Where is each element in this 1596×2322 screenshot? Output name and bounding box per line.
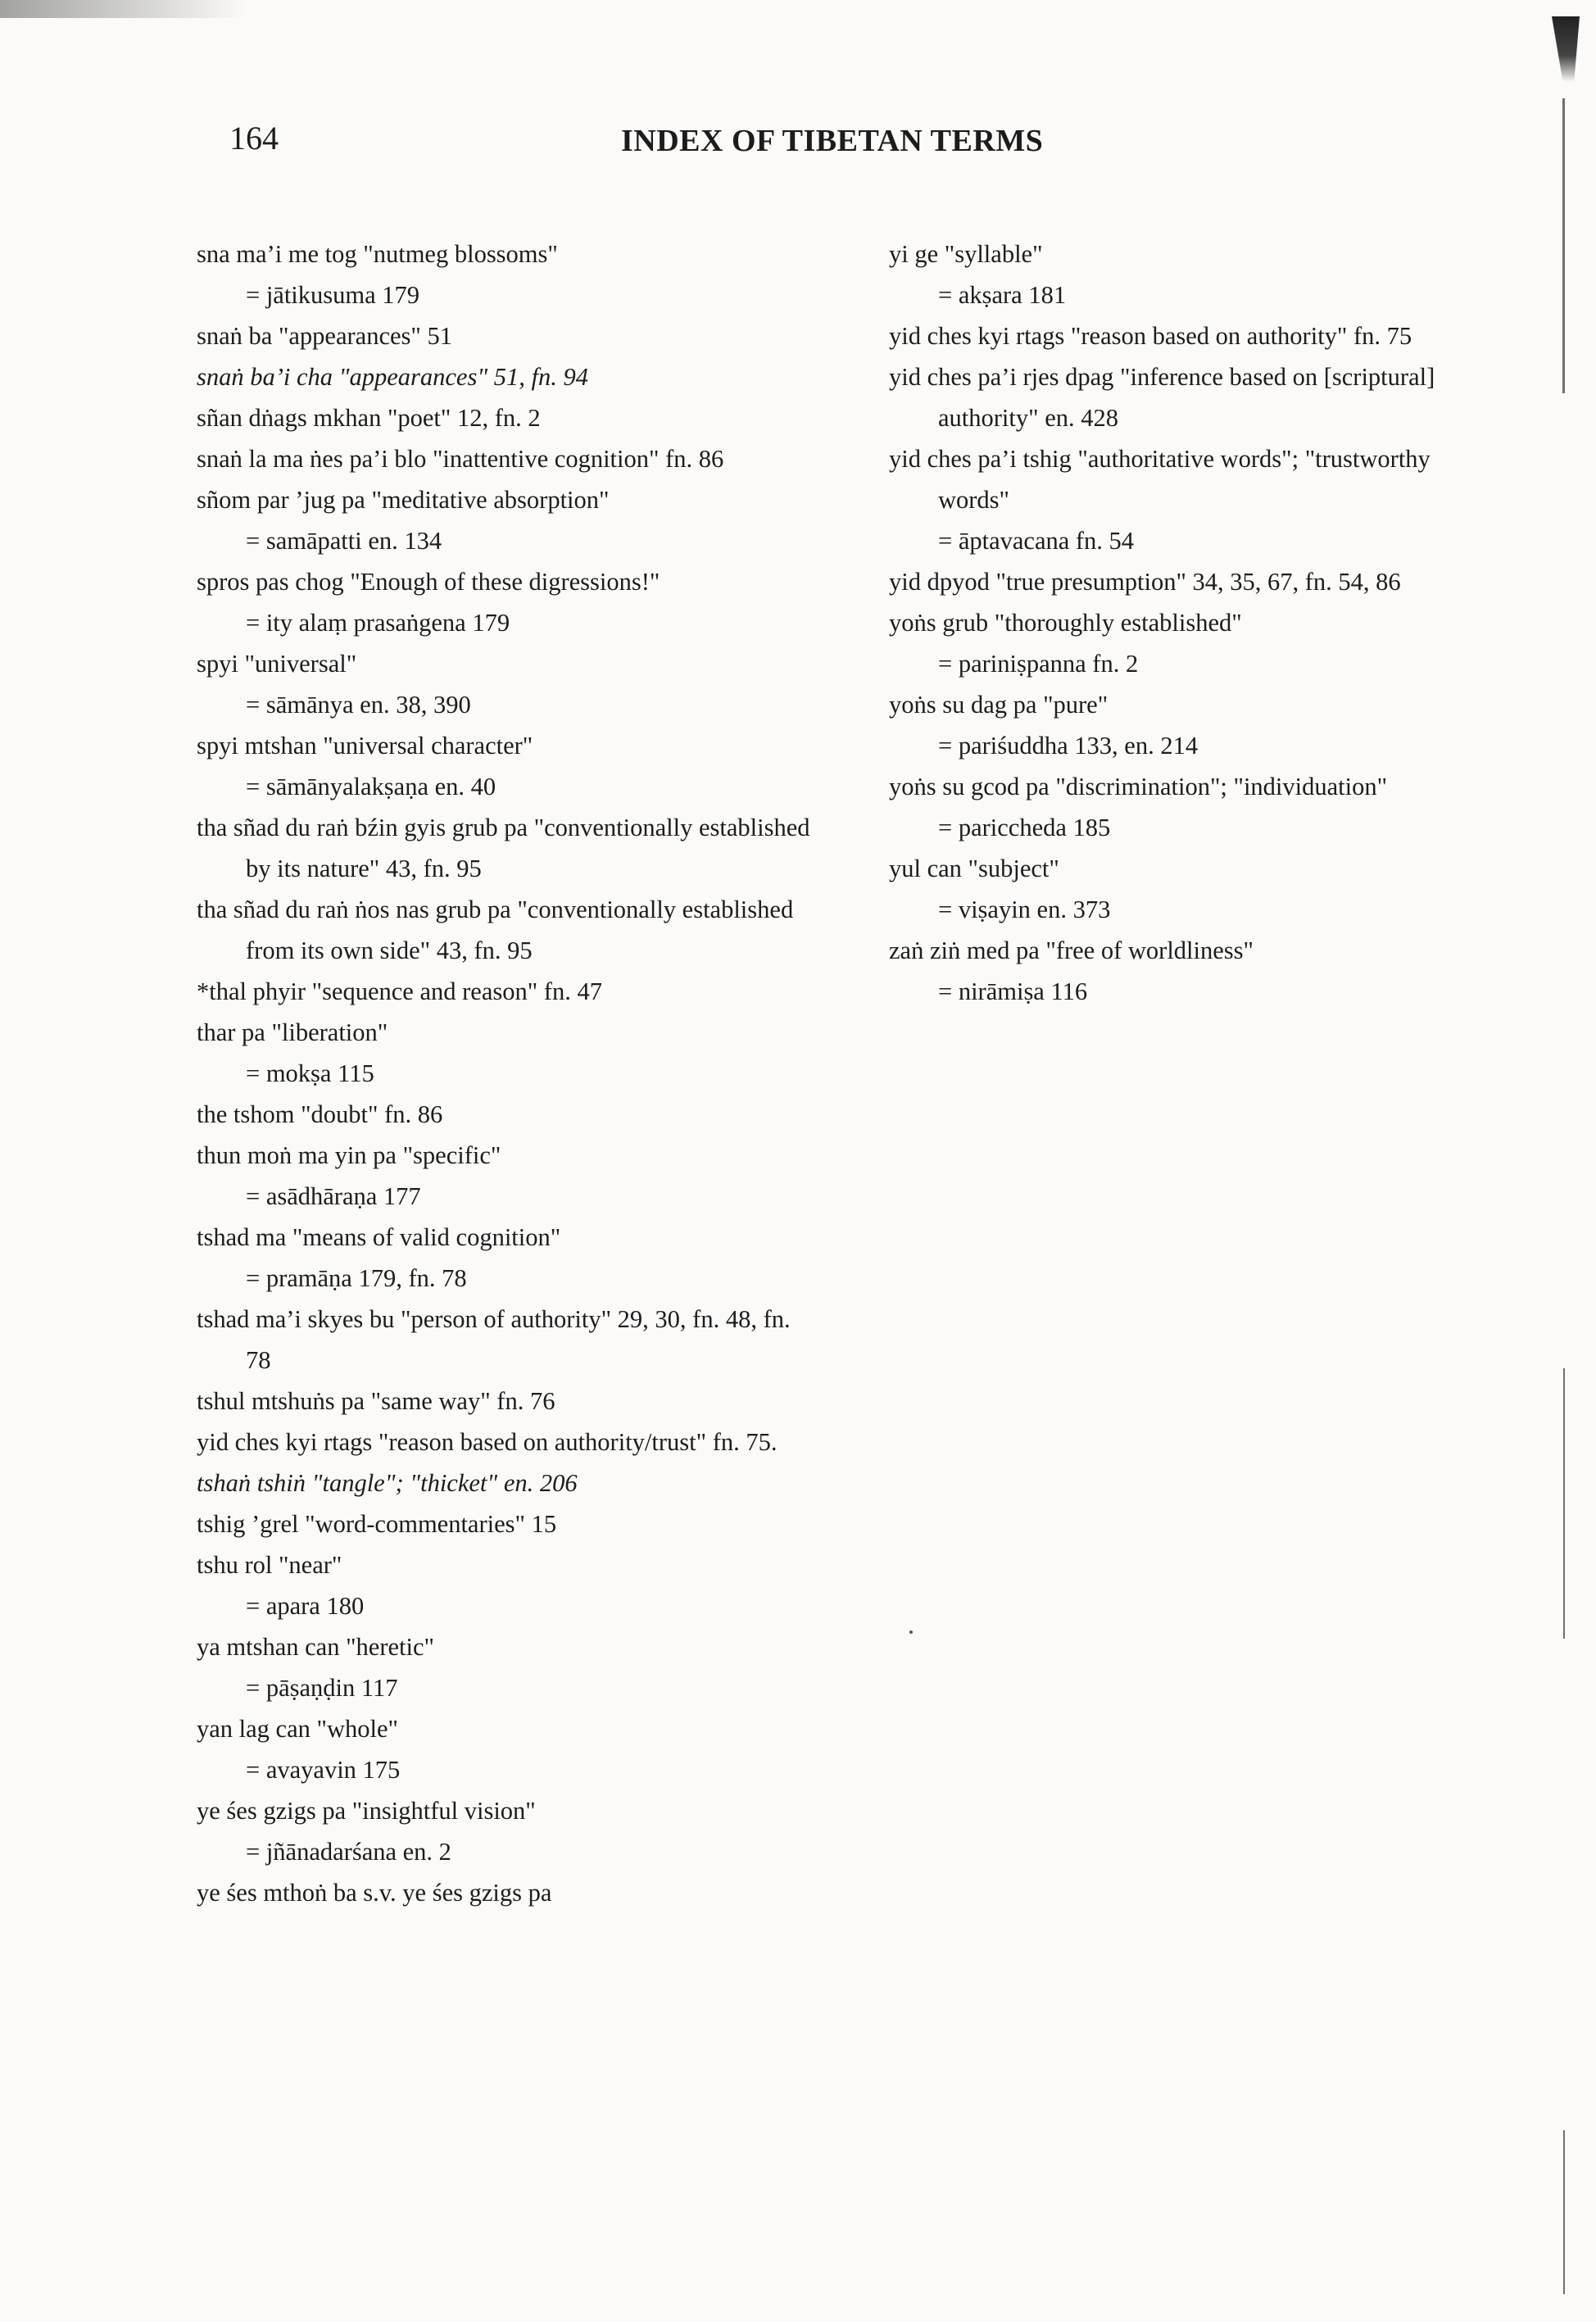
entry-sanskrit: = viṣayin en. 373: [938, 896, 1111, 923]
index-entry: [197, 1012, 819, 1094]
entry-term: yi ge "syllable": [889, 240, 1043, 268]
index-entry: [197, 1299, 819, 1381]
index-entry: [197, 1422, 819, 1463]
entry-term: ye śes mthoṅ ba s.v. ye śes gzigs pa: [197, 1879, 552, 1907]
entry-sanskrit: = avayavin 175: [246, 1756, 401, 1784]
index-entry: [197, 1381, 819, 1422]
index-entry: [889, 766, 1479, 848]
index-entry: [197, 479, 819, 561]
entry-term: ya mtshan can "heretic": [197, 1633, 434, 1661]
entry-sanskrit: = pariccheda 185: [938, 814, 1111, 841]
binding-line: [1563, 1368, 1565, 1639]
index-entry: [889, 684, 1479, 766]
entry-sanskrit: = samāpatti en. 134: [246, 527, 442, 555]
index-entry: [889, 438, 1479, 561]
entry-term: thar pa "liberation": [197, 1018, 388, 1046]
entry-term: ye śes gzigs pa "insightful vision": [197, 1797, 536, 1825]
entry-term: tha sñad du raṅ bźin gyis grub pa "conventionally established by its nature" 43, fn. 95: [197, 814, 810, 882]
entry-term: thun moṅ ma yin pa "specific": [197, 1141, 501, 1169]
entry-term: sñan dṅags mkhan "poet" 12, fn. 2: [197, 404, 541, 432]
running-head: INDEX OF TIBETAN TERMS: [621, 124, 1044, 158]
index-entry: [197, 1872, 819, 1913]
index-entry: [197, 1463, 819, 1503]
entry-term: yan lag can "whole": [197, 1715, 398, 1743]
index-entry: [197, 356, 819, 397]
entry-term: yid ches pa’i tshig "authoritative words"; "trustworthy words": [889, 445, 1431, 514]
entry-term: yid ches kyi rtags "reason based on authority/trust" fn. 75.: [197, 1428, 778, 1456]
entry-term: spyi mtshan "universal character": [197, 732, 533, 760]
index-entry: [889, 602, 1479, 684]
index-entry: [197, 397, 819, 438]
binding-line: [1563, 2130, 1565, 2294]
entry-sanskrit: = jñānadarśana en. 2: [246, 1838, 451, 1866]
index-entry: [197, 1708, 819, 1790]
entry-term: tshad ma’i skyes bu "person of authority" 29, 30, fn. 48, fn. 78: [197, 1305, 791, 1374]
index-entry: [197, 889, 819, 971]
entry-sanskrit: = asādhāraṇa 177: [246, 1182, 421, 1210]
index-entry: [197, 807, 819, 889]
speck: [909, 1630, 913, 1634]
entry-term: tha sñad du raṅ ṅos nas grub pa "conventionally established from its own side" 43, fn. 95: [197, 896, 794, 964]
index-column-left: [197, 234, 819, 1913]
index-entry: [889, 356, 1479, 438]
entry-sanskrit: = jātikusuma 179: [246, 281, 420, 309]
entry-sanskrit: = sāmānya en. 38, 390: [246, 691, 471, 719]
binding-shadow: [1552, 16, 1580, 82]
index-entry: [197, 1626, 819, 1708]
entry-sanskrit: = mokṣa 115: [246, 1059, 374, 1087]
entry-sanskrit: = apara 180: [246, 1592, 365, 1620]
entry-sanskrit: = sāmānyalakṣaṇa en. 40: [246, 773, 496, 800]
scan-edge-shadow: [0, 0, 246, 18]
entry-term: tshig ’grel "word-commentaries" 15: [197, 1510, 557, 1538]
index-entry: [889, 315, 1479, 356]
index-entry: [197, 725, 819, 807]
entry-term: spros pas chog "Enough of these digressions!": [197, 568, 660, 596]
entry-sanskrit: = āptavacana fn. 54: [938, 527, 1135, 555]
index-entry: [889, 930, 1479, 1012]
entry-term: snaṅ ba "appearances" 51: [197, 322, 452, 350]
entry-sanskrit: = nirāmiṣa 116: [938, 977, 1088, 1005]
entry-term: yid dpyod "true presumption" 34, 35, 67, fn. 54, 86: [889, 568, 1401, 596]
entry-term: yid ches kyi rtags "reason based on authority" fn. 75: [889, 322, 1412, 350]
index-entry: [197, 643, 819, 725]
entry-term: tshul mtshuṅs pa "same way" fn. 76: [197, 1387, 555, 1415]
entry-term: sñom par ’jug pa "meditative absorption": [197, 486, 610, 514]
entry-term: yoṅs grub "thoroughly established": [889, 609, 1242, 637]
index-entry: [197, 234, 819, 315]
entry-term: yoṅs su gcod pa "discrimination"; "individuation": [889, 773, 1388, 800]
entry-term: tshu rol "near": [197, 1551, 342, 1579]
index-column-right: [889, 234, 1479, 1012]
entry-term: yoṅs su dag pa "pure": [889, 691, 1109, 719]
entry-term: snaṅ ba’i cha "appearances" 51, fn. 94: [197, 363, 588, 391]
index-entry: [889, 234, 1479, 315]
entry-term: the tshom "doubt" fn. 86: [197, 1100, 443, 1128]
entry-term: yul can "subject": [889, 855, 1059, 882]
index-entry: [889, 848, 1479, 930]
entry-sanskrit: = pāṣaṇḍin 117: [246, 1674, 398, 1702]
index-entry: [197, 971, 819, 1012]
entry-term: *thal phyir "sequence and reason" fn. 47: [197, 977, 602, 1005]
entry-term: snaṅ la ma ṅes pa’i blo "inattentive cognition" fn. 86: [197, 445, 724, 473]
index-entry: [889, 561, 1479, 602]
index-entry: [197, 561, 819, 643]
index-entry: [197, 1094, 819, 1135]
entry-term: spyi "universal": [197, 650, 357, 678]
index-entry: [197, 1503, 819, 1544]
index-entry: [197, 315, 819, 356]
entry-sanskrit: = akṣara 181: [938, 281, 1067, 309]
entry-sanskrit: = pariśuddha 133, en. 214: [938, 732, 1199, 760]
index-entry: [197, 1217, 819, 1299]
binding-line: [1562, 98, 1565, 393]
index-entry: [197, 1135, 819, 1217]
entry-term: tshad ma "means of valid cognition": [197, 1223, 561, 1251]
entry-sanskrit: = pariniṣpanna fn. 2: [938, 650, 1139, 678]
entry-sanskrit: = pramāṇa 179, fn. 78: [246, 1264, 467, 1292]
entry-term: tshaṅ tshiṅ "tangle"; "thicket" en. 206: [197, 1469, 578, 1497]
entry-term: sna ma’i me tog "nutmeg blossoms": [197, 240, 558, 268]
index-entry: [197, 1544, 819, 1626]
entry-term: yid ches pa’i rjes dpag "inference based on [scriptural] authority" en. 428: [889, 363, 1435, 432]
index-entry: [197, 1790, 819, 1872]
entry-term: zaṅ ziṅ med pa "free of worldliness": [889, 937, 1254, 964]
page-number: 164: [229, 120, 279, 156]
index-entry: [197, 438, 819, 479]
entry-sanskrit: = ity alaṃ prasaṅgena 179: [246, 609, 510, 637]
